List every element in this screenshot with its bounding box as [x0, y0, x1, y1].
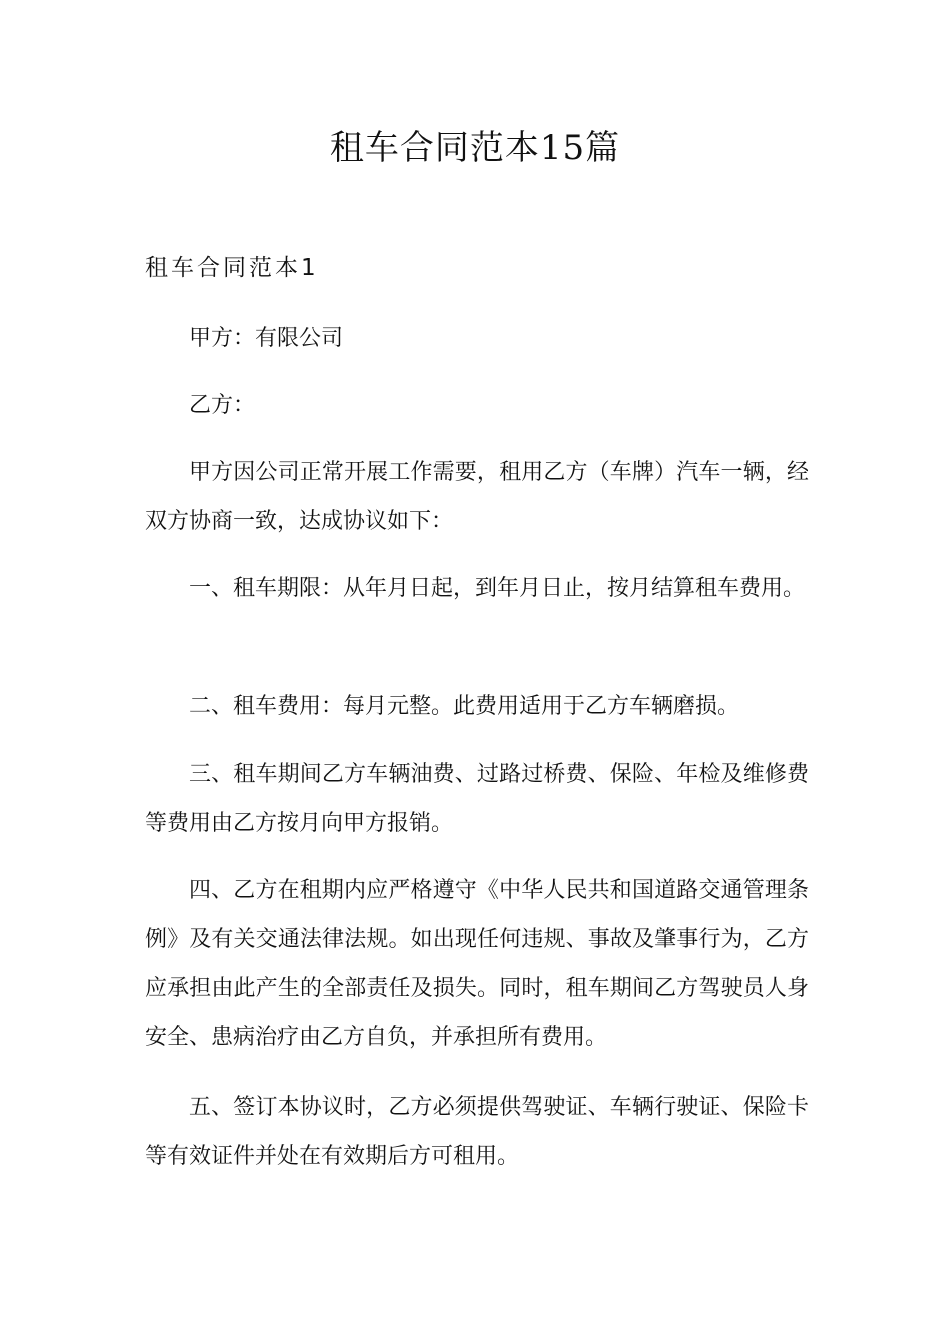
clause-1-paragraph: 一、租车期限：从年月日起，到年月日止，按月结算租车费用。 [189, 576, 806, 601]
intro-paragraph: 甲方因公司正常开展工作需要，租用乙方（车牌）汽车一辆，经双方协商一致，达成协议如下： [145, 460, 809, 534]
clause-2-paragraph: 二、租车费用：每月元整。此费用适用于乙方车辆磨损。 [189, 694, 740, 719]
clause-3-paragraph: 三、租车期间乙方车辆油费、过路过桥费、保险、年检及维修费等费用由乙方按月向甲方报销。 [145, 762, 809, 836]
section-heading: 租车合同范本1 [145, 255, 319, 281]
clause-5-paragraph: 五、签订本协议时，乙方必须提供驾驶证、车辆行驶证、保险卡等有效证件并处在有效期后方可租用。 [145, 1095, 809, 1169]
document-title: 租车合同范本15篇 [329, 128, 621, 168]
party-a-line: 甲方：有限公司 [189, 326, 344, 351]
party-b-line: 乙方： [189, 393, 256, 418]
clause-4-paragraph: 四、乙方在租期内应严格遵守《中华人民共和国道路交通管理条例》及有关交通法律法规。如出现任何违规、事故及肇事行为，乙方应承担由此产生的全部责任及损失。同时，租车期间乙方驾驶员人身安全、患病治疗由乙方自负，并承担所有费用。 [145, 878, 809, 1050]
